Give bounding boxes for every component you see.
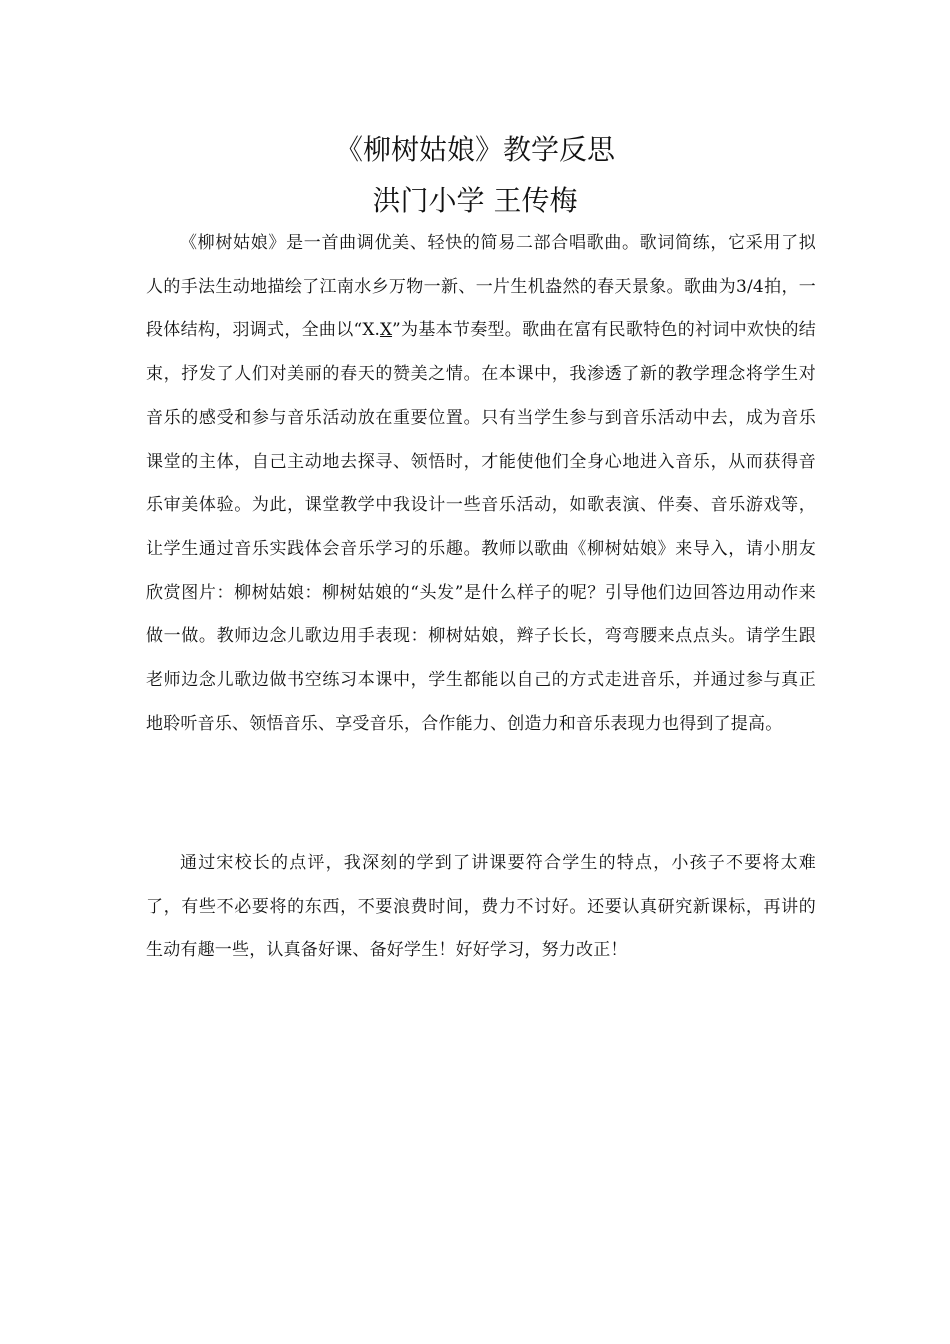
- paragraph-1: [146, 222, 816, 746]
- paragraph-1-before-rhythm: 《柳树姑娘》是一首曲调优美、轻快的简易二部合唱歌曲。歌词简练，它采用了拟人的手法生动地描绘了江南水乡万物一新、一片生机盎然的春天景象。歌曲为3/4拍，一段体结构，羽调式，全曲以“: [146, 233, 816, 341]
- paragraph-2: 通过宋校长的点评，我深刻的学到了讲课要符合学生的特点，小孩子不要将太难了，有些不必要将的东西，不要浪费时间，费力不讨好。还要认真研究新课标，再讲的生动有趣一些，认真备好课、备好学生！好好学习，努力改正！: [146, 853, 816, 961]
- rhythm-pattern: [362, 320, 392, 340]
- document-title: 《柳树姑娘》教学反思: [334, 133, 615, 166]
- paragraph-1-after-rhythm: ”为基本节奏型。歌曲在富有民歌特色的衬词中欢快的结束，抒发了人们对美丽的春天的赞美之情。在本课中，我渗透了新的教学理念将学生对音乐的感受和参与音乐活动放在重要位置。只有当学生参与到音乐活动中去，成为音乐课堂的主体，自己主动地去探寻、领悟时，才能使他们全身心地进入音乐，从而获得音乐审美体验。为此，课堂教学中我设计一些音乐活动，如歌表演、伴奏、音乐游戏等，让学生通过音乐实践体会音乐学习的乐趣。教师以歌曲《柳树姑娘》来导入，请小朋友欣赏图片：柳树姑娘：柳树姑娘的“头发”是什么样子的呢？引导他们边回答边用动作来做一做。教师边念儿歌边用手表现：柳树姑娘，辫子长长，弯弯腰来点点头。请学生跟老师边念儿歌边做书空练习本课中，学生都能以自己的方式走进音乐，并通过参与真正地聆听音乐、领悟音乐、享受音乐，合作能力、创造力和音乐表现力也得到了提高。: [146, 320, 816, 734]
- rhythm-underlined: X: [379, 320, 393, 341]
- rhythm-plain: X.: [362, 320, 380, 341]
- author-line: 洪门小学 王传梅: [372, 184, 578, 217]
